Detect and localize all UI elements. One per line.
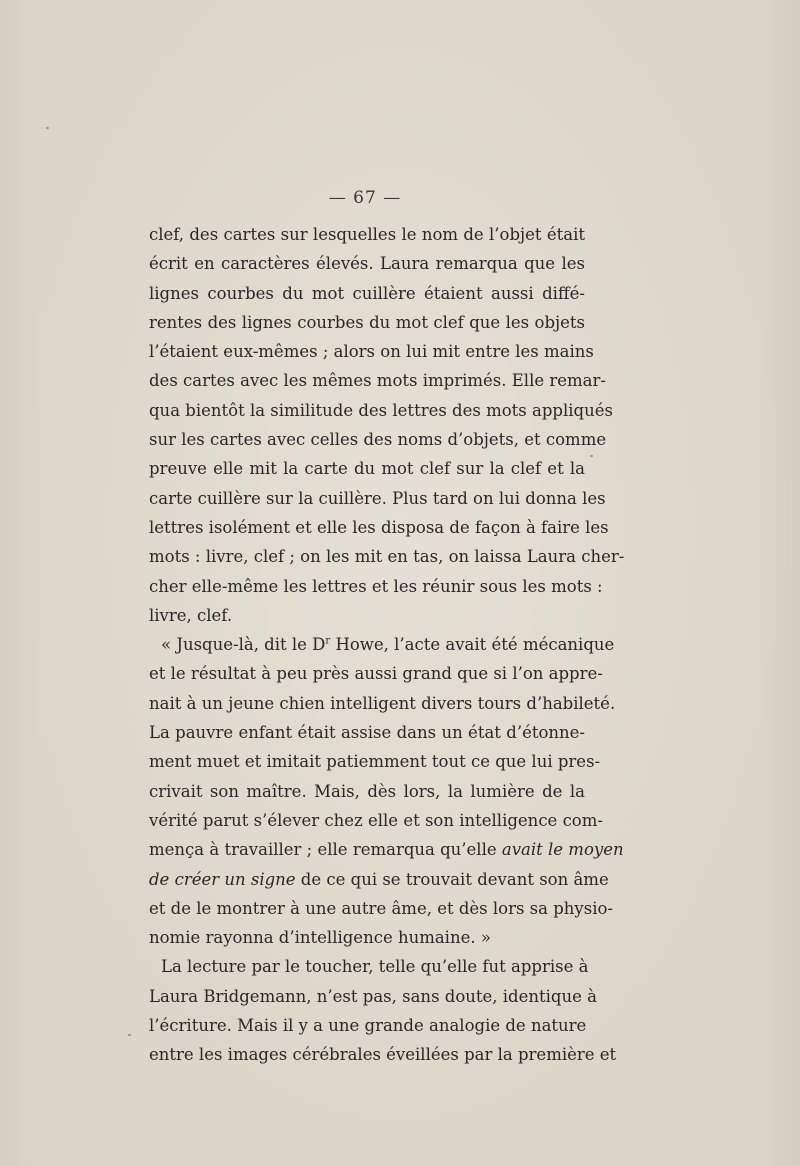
text-line: sur les cartes avec celles des noms d’objets, et comme [149,430,607,450]
text-line: crivait son maître. Mais, dès lors, la lumière de la [149,781,585,801]
text-line: et le résultat à peu près aussi grand que si l’on appre- [149,664,603,684]
page-number: — 67 — [328,188,402,208]
text-line: écrit en caractères élevés. Laura remarqua que les [149,254,585,274]
text-line: l’étaient eux-mêmes ; alors on lui mit entre les mains [149,342,594,362]
text-line: entre les images cérébrales éveillées par la première et [149,1045,617,1065]
text-line: preuve elle mit la carte du mot clef sur la clef et la [149,459,585,479]
text-segment: mença à travailler ; elle remarqua qu’elle [149,840,502,860]
text-line: et de le montrer à une autre âme, et dès lors sa physio- [149,898,613,918]
body-text [149,220,625,1070]
text-line: rentes des lignes courbes du mot clef que les objets [149,312,585,332]
text-line: des cartes avec les mêmes mots imprimés. Elle remar- [149,371,606,391]
quote-text: Howe, l’acte avait été mécanique [330,635,615,655]
text-line: l’écriture. Mais il y a une grande analogie de nature [149,1016,587,1036]
text-line: nait à un jeune chien intelligent divers tours d’habileté. [149,693,616,713]
text-line: cher elle-même les lettres et les réunir sous les mots : [149,576,603,596]
text-line: La pauvre enfant était assise dans un état d’étonne- [149,723,585,743]
paper-speck [590,455,593,457]
paragraph-start-line: La lecture par le toucher, telle qu’elle fut apprise à [161,957,589,977]
paper-speck [128,1034,131,1036]
text-line-with-italic [149,835,624,864]
text-line: carte cuillère sur la cuillère. Plus tard on lui donna les [149,488,606,508]
text-line: vérité parut s’élever chez elle et son intelligence com- [149,810,603,830]
paper-speck [46,127,49,129]
text-line: nomie rayonna d’intelligence humaine. » [149,928,491,948]
quote-text: « Jusque-là, dit le D [161,635,326,655]
doctor-abbrev-superscript: r [325,635,331,647]
text-line: lettres isolément et elle les disposa de façon à faire les [149,517,609,537]
text-segment: de ce qui se trouvait devant son âme [295,869,609,889]
text-line: clef, des cartes sur lesquelles le nom de l’objet était [149,225,585,244]
italic-phrase: avait le moyen [501,840,624,860]
text-line: qua bientôt la similitude des lettres des mots appliqués [149,400,613,420]
text-line-with-italic [149,865,609,894]
text-line: mots : livre, clef ; on les mit en tas, on laissa Laura cher- [149,547,625,567]
italic-phrase: de créer un signe [149,869,296,889]
quote-start-line [149,630,615,659]
text-line: lignes courbes du mot cuillère étaient aussi diffé- [149,283,585,303]
text-line: Laura Bridgemann, n’est pas, sans doute, identique à [149,986,597,1006]
text-line: ment muet et imitait patiemment tout ce que lui pres- [149,752,601,772]
text-line: livre, clef. [149,605,233,625]
